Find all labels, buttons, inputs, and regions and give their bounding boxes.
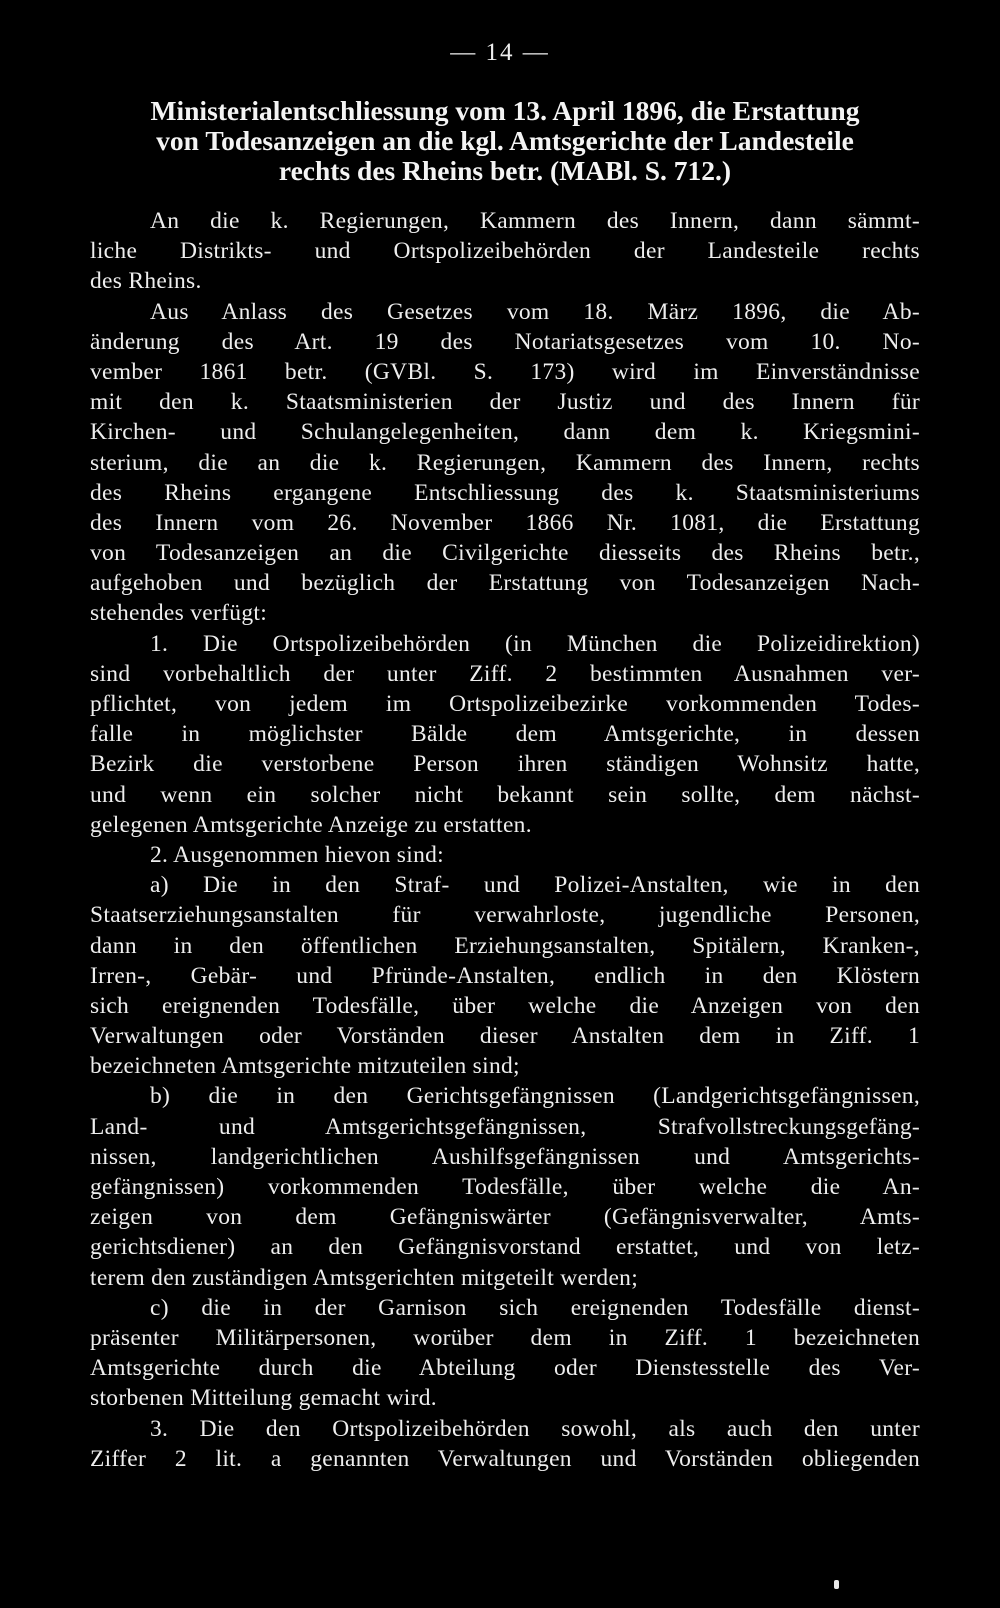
text-line: von Todesanzeigen an die Civilgerichte diesseits des Rheins betr., xyxy=(90,540,920,567)
text-line: des Rheins. xyxy=(90,268,202,295)
text-line: sich ereignenden Todesfälle, über welche die Anzeigen von den xyxy=(90,992,920,1019)
text-line: 1. Die Ortspolizeibehörden (in München die Polizeidirektion) xyxy=(150,630,920,657)
text-line: und wenn ein solcher nicht bekannt sein sollte, dem nächst- xyxy=(90,781,920,808)
text-line: Ziffer 2 lit. a genannten Verwaltungen und Vorständen obliegenden xyxy=(90,1445,920,1472)
text-line: terem den zuständigen Amtsgerichten mitgeteilt werden; xyxy=(90,1264,639,1291)
text-line: falle in möglichster Bälde dem Amtsgerichte, in dessen xyxy=(90,721,920,748)
text-line: mit den k. Staatsministerien der Justiz und des Innern für xyxy=(90,389,920,416)
text-line: Kirchen- und Schulangelegenheiten, dann dem k. Kriegsmini- xyxy=(90,419,920,446)
text-line: Irren-, Gebär- und Pfründe-Anstalten, endlich in den Klöstern xyxy=(90,962,920,989)
text-line: sterium, die an die k. Regierungen, Kammern des Innern, rechts xyxy=(90,449,920,476)
text-line: Amtsgerichte durch die Abteilung oder Dienstesstelle des Ver- xyxy=(90,1355,920,1382)
text-line: Staatserziehungsanstalten für verwahrloste, jugendliche Personen, xyxy=(90,902,920,929)
text-line: bezeichneten Amtsgerichte mitzuteilen sind; xyxy=(90,1053,520,1080)
text-line: 3. Die den Ortspolizeibehörden sowohl, als auch den unter xyxy=(150,1415,920,1442)
text-line: dann in den öffentlichen Erziehungsanstalten, Spitälern, Kranken-, xyxy=(90,932,920,959)
text-line: nissen, landgerichtlichen Aushilfsgefängnissen und Amtsgerichts- xyxy=(90,1143,920,1170)
text-line: a) Die in den Straf- und Polizei-Anstalten, wie in den xyxy=(150,872,920,899)
title-line: Ministerialentschliessung vom 13. April 1896, die Erstattung xyxy=(150,95,860,126)
text-line: des Innern vom 26. November 1866 Nr. 1081, die Erstattung xyxy=(90,509,920,536)
title-line: von Todesanzeigen an die kgl. Amtsgerichte der Landesteile xyxy=(156,125,854,156)
text-line: gefängnissen) vorkommenden Todesfälle, über welche die An- xyxy=(90,1174,920,1200)
text-line: gelegenen Amtsgerichte Anzeige zu erstatten. xyxy=(90,811,532,838)
text-line: änderung des Art. 19 des Notariatsgesetzes vom 10. No- xyxy=(90,328,920,355)
text-line: storbenen Mitteilung gemacht wird. xyxy=(90,1385,437,1412)
text-line: gerichtsdiener) an den Gefängnisvorstand erstattet, und von letz- xyxy=(90,1234,920,1261)
title-line: rechts des Rheins betr. (MABl. S. 712.) xyxy=(278,155,732,186)
text-line: aufgehoben und bezüglich der Erstattung von Todesanzeigen Nach- xyxy=(90,570,920,597)
text-line: Land- und Amtsgerichtsgefängnissen, Strafvollstreckungsgefäng- xyxy=(90,1113,920,1140)
text-line: vember 1861 betr. (GVBl. S. 173) wird im Einverständnisse xyxy=(90,358,920,385)
text-line: zeigen von dem Gefängniswärter (Gefängnisverwalter, Amts- xyxy=(90,1204,920,1231)
document-title xyxy=(90,96,920,186)
text-line: präsenter Militärpersonen, worüber dem in Ziff. 1 bezeichneten xyxy=(90,1324,920,1351)
text-line: Verwaltungen oder Vorständen dieser Anstalten dem in Ziff. 1 xyxy=(90,1023,920,1050)
text-line: des Rheins ergangene Entschliessung des k. Staatsministeriums xyxy=(90,479,920,506)
print-speck xyxy=(834,1580,839,1589)
page-number: — 14 — xyxy=(450,39,550,66)
document-body xyxy=(90,206,920,1474)
text-line: Bezirk die verstorbene Person ihren ständigen Wohnsitz hatte, xyxy=(90,751,920,778)
text-line: stehendes verfügt: xyxy=(90,600,268,627)
text-line: b) die in den Gerichtsgefängnissen (Landgerichtsgefängnissen, xyxy=(150,1083,920,1110)
text-line: liche Distrikts- und Ortspolizeibehörden der Landesteile rechts xyxy=(90,238,920,265)
text-line: 2. Ausgenommen hievon sind: xyxy=(150,841,445,868)
text-line: pflichtet, von jedem im Ortspolizeibezirke vorkommenden Todes- xyxy=(90,691,920,717)
text-line: c) die in der Garnison sich ereignenden Todesfälle dienst- xyxy=(150,1294,920,1321)
text-line: Aus Anlass des Gesetzes vom 18. März 1896, die Ab- xyxy=(150,298,920,325)
text-line: An die k. Regierungen, Kammern des Innern, dann sämmt- xyxy=(150,208,920,234)
text-line: sind vorbehaltlich der unter Ziff. 2 bestimmten Ausnahmen ver- xyxy=(90,660,920,687)
